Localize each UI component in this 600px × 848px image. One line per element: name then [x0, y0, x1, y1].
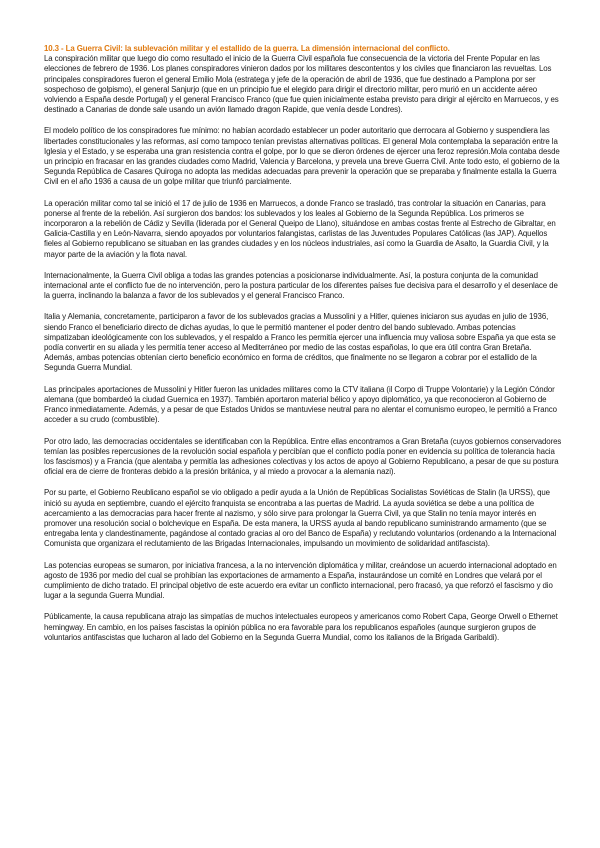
paragraph-italy-germany: Italia y Alemania, concretamente, participaron a favor de los sublevados gracias a Mussolini y a Hitler, quienes iniciaron sus ayudas en julio de 1936, siendo Franco el beneficiario directo de dichas ayudas, lo que le permitió mantener el poder dentro del bando sublevado. Ambas potencias simpatizaban ideológicamente con los sublevados, y el respaldo a Franco les permitía ejercer una influencia muy valiosa sobre España ya que esta se podía convertir en su aliada y les permitía tener acceso al Mediterráneo por medio de las costas españolas, lo que era útil contra Gran Bretaña. Además, ambas potencias obtenían cierto beneficio económico en forma de créditos, que finalmente no se llegaron a cobrar por el estallido de la Segunda Guerra Mundial. [44, 312, 556, 373]
paragraph-democracies: Por otro lado, las democracias occidentales se identificaban con la República. Entre ellas encontramos a Gran Bretaña (cuyos gobiernos conservadores temían las posibles repercusiones de la revolución social española y percibían que el conflicto podía poner en evidencia su política de tolerancia hacia los fascismos) y a Francia (que alentaba y permitía las adhesiones colectivas y los actos de apoyo al Gobierno Republicano, a pesar de que su postura oficial era de cierre de fronteras debido a la presión británica, y al miedo a provocar a la alemania nazi). [44, 436, 562, 477]
paragraph-public-opinion: Públicamente, la causa republicana atrajo las simpatías de muchos intelectuales europeos y americanos como Robert Capa, George Orwell o Ethernet hemingway. En cambio, en los países fascistas la opinión pública no era favorable para los republicanos españoles (aunque surgieron grupos de voluntarios antifascistas que lucharon al lado del Gobierno en la Segunda Guerra Mundial, como los italianos de la Brigada Garibaldi). [44, 612, 558, 642]
paragraph-non-intervention: Las potencias europeas se sumaron, por iniciativa francesa, a la no intervención diplomática y militar, creándose un acuerdo internacional adoptado en agosto de 1936 por medio del cual se prohibían las exportaciones de armamento a España, instaurándose un comité en Londres que velará por el cumplimiento de dicho tratado. El principal objetivo de este acuerdo era evitar un conflicto internacional, pero fracasó, ya que reforzó el fascismo y dio lugar a la segunda Guerra Mundial. [44, 560, 557, 601]
document-title: 10.3 - La Guerra Civil: la sublevación militar y el estallido de la guerra. La dimensión internacional del conflicto. [44, 44, 450, 53]
paragraph-contributions: Las principales aportaciones de Mussolini y Hitler fueron las unidades militares como la CTV italiana (il Corpo di Truppe Volontarie) y la Legión Cóndor alemana (que bombardeó la ciudad Guernica en 1937). También aportaron material bélico y apoyo diplomático, ya que reconocieron al Gobierno de Franco inmediatamente. Además, y a pesar de que Estados Unidos se mantuviese neutral para no alentar el comunismo europeo, le permitió a Franco acceder a su crudo (combustible). [44, 384, 557, 425]
paragraph-military-operation: La operación militar como tal se inició el 17 de julio de 1936 en Marruecos, a donde Franco se trasladó, tras controlar la situación en Canarias, para ponerse al frente de la rebelión. Así surgieron dos bandos: los sublevados y los leales al Gobierno de la Segunda República. Los primeros se incorporaron a la rebelión de Cádiz y Sevilla (liderada por el General Queipo de Llano), situándose en ambas costas frente al Estrecho de Gibraltar, en Galicia-Castilla y en León-Navarra, siendo apoyados por voluntarios falangistas, carlistas de las Juventudes Populares Católicas (las JAP). Aquellos fieles al Gobierno republicano se situaban en las grandes ciudades y en los núcleos industriales, así como la Guardia de Asalto, la Guardia Civil, y la mayor parte de la aviación y la flota naval. [44, 198, 556, 259]
paragraph-international: Internacionalmente, la Guerra Civil obliga a todas las grandes potencias a posicionarse individualmente. Así, la postura conjunta de la comunidad internacional ante el conflicto fue de no intervención, pero la postura particular de los diferentes países fue decisiva para el desarrollo y el desenlace de la guerra, inclinando la balanza a favor de los sublevados y el general Francisco Franco. [44, 270, 558, 301]
paragraph-conspiracy: La conspiración militar que luego dio como resultado el inicio de la Guerra Civil española fue consecuencia de la victoria del Frente Popular en las elecciones de febrero de 1936. Los planes conspiradores vinieron dados por los militares descontentos y los civiles que financiaron las revueltas. Los principales conspiradores fueron el general Emilio Mola (estratega y jefe de la operación de abril de 1936, que fue destinado a Pamplona por ser sospechoso de golpismo), el general Sanjurjo (que en un principio fue el elegido para dirigir el directorio militar, pero murió en un accidente aéreo volviendo a España desde Portugal) y el general Francisco Franco (que fue quien inicialmente estaba previsto para dirigir al ejército en Marruecos, y es destinado a Canarias de donde sale usando un avión llamado dragon Rapide, que venía desde Londres). [44, 54, 559, 115]
paragraph-ussr: Por su parte, el Gobierno Reublicano español se vio obligado a pedir ayuda a la Unión de Repúblicas Socialistas Soviéticas de Stalin (la URSS), que inició su ayuda en septiembre, cuando el ejército franquista se encontraba a las puertas de Madrid. La ayuda soviética se debe a una política de acercamiento a las democracias para hacer frente al nazismo, y sólo sirve para prolongar la Guerra Civil, ya que Stalin no tenía mayor interés en promover una resolución social o bolchevique en España. De esta manera, la URSS ayuda al bando republicano suministrando armamento (que se entregaba lenta y clandestinamente, pagándose al contado gracias al oro del Banco de España) y reclutando voluntarios (ordenando a la Internacional Comunista que organizara el reclutamiento de las Brigadas Internacionales, impulsando un movimiento de solidaridad antifascista). [44, 488, 557, 549]
document-page [44, 44, 562, 654]
paragraph-political-model: El modelo político de los conspiradores fue mínimo: no habían acordado establecer un poder autoritario que derrocara al Gobierno y suspendiera las libertades constitucionales y las reformas, así como tampoco tenían previstas alternativas políticas. El general Mola contemplaba la separación entre la Iglesia y el Estado, y se esperaba una gran resistencia contra el golpe, por lo que se dieron órdenes de ejercer una feroz represión.Mola contaba desde un principio en fracasar en las grandes ciudades como Madrid, Valencia y Barcelona, y prevela una breve Guerra Civil. Ante todo esto, el gobierno de la Segunda República de Casares Quiroga no adopta las medidas adecuadas para prevenir la operación que se preparaba y finalmente estalla la Guerra Civil en el año 1936 a causa de un golpe militar que triunfó parcialmente. [44, 126, 560, 187]
